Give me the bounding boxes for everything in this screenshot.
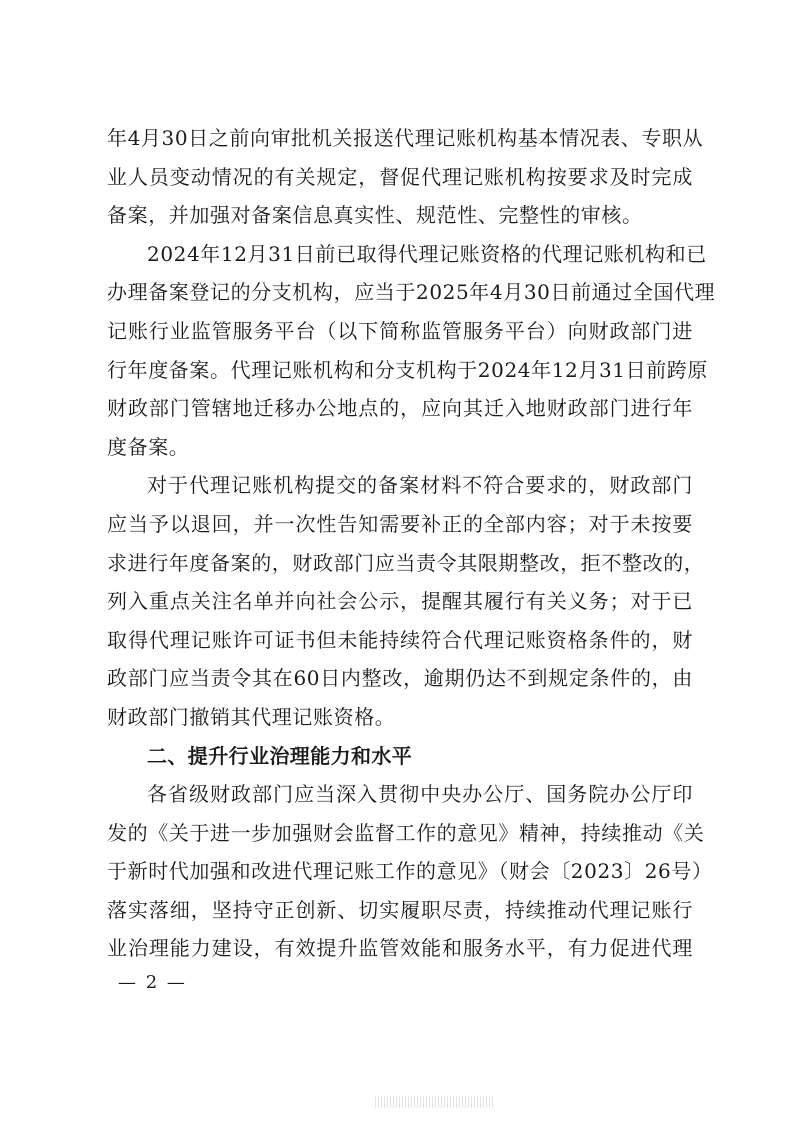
text-line: 记账行业监管服务平台（以下简称监管服务平台）向财政部门进 [107, 318, 693, 343]
text-line: 落实落细，坚持守正创新、切实履职尽责，持续推动代理记账行 [107, 897, 693, 922]
text-line: 求进行年度备案的，财政部门应当责令其限期整改，拒不整改的， [107, 550, 705, 575]
paragraph-start-line: 对于代理记账机构提交的备案材料不符合要求的，财政部门 [147, 473, 693, 498]
text-line: 政部门应当责令其在60日内整改，逾期仍达不到规定条件的，由 [107, 666, 693, 691]
section-heading: 二、提升行业治理能力和水平 [147, 743, 413, 768]
text-line: 行年度备案。代理记账机构和分支机构于2024年12月31日前跨原 [107, 357, 708, 382]
text-line: 财政部门管辖地迁移办公地点的，应向其迁入地财政部门进行年 [107, 396, 693, 421]
text-line: 财政部门撤销其代理记账资格。 [107, 704, 396, 729]
paragraph-start-line: 2024年12月31日前已取得代理记账资格的代理记账机构和已 [147, 241, 707, 266]
text-line: 于新时代加强和改进代理记账工作的意见》（财会〔2023〕26号） [107, 859, 713, 884]
page-number: — 2 — [118, 972, 187, 993]
text-line: 备案，并加强对备案信息真实性、规范性、完整性的审核。 [107, 203, 643, 228]
text-line: 发的《关于进一步加强财会监督工作的意见》精神，持续推动《关 [107, 820, 705, 845]
text-line: 办理备案登记的分支机构，应当于2025年4月30日前通过全国代理 [107, 280, 716, 305]
text-line: 应当予以退回，并一次性告知需要补正的全部内容；对于未按要 [107, 511, 693, 536]
paragraph-start-line: 各省级财政部门应当深入贯彻中央办公厅、国务院办公厅印 [147, 782, 693, 807]
text-line: 列入重点关注名单并向社会公示，提醒其履行有关义务；对于已 [107, 589, 693, 614]
text-line: 度备案。 [107, 434, 190, 459]
body-text [107, 119, 716, 968]
scan-artifact [375, 1096, 495, 1108]
text-line: 年4月30日之前向审批机关报送代理记账机构基本情况表、专职从 [107, 126, 704, 150]
text-line: 业人员变动情况的有关规定，督促代理记账机构按要求及时完成 [107, 164, 693, 189]
text-line: 取得代理记账许可证书但未能持续符合代理记账资格条件的，财 [107, 627, 693, 652]
text-line: 业治理能力建设，有效提升监管效能和服务水平，有力促进代理 [107, 936, 693, 961]
